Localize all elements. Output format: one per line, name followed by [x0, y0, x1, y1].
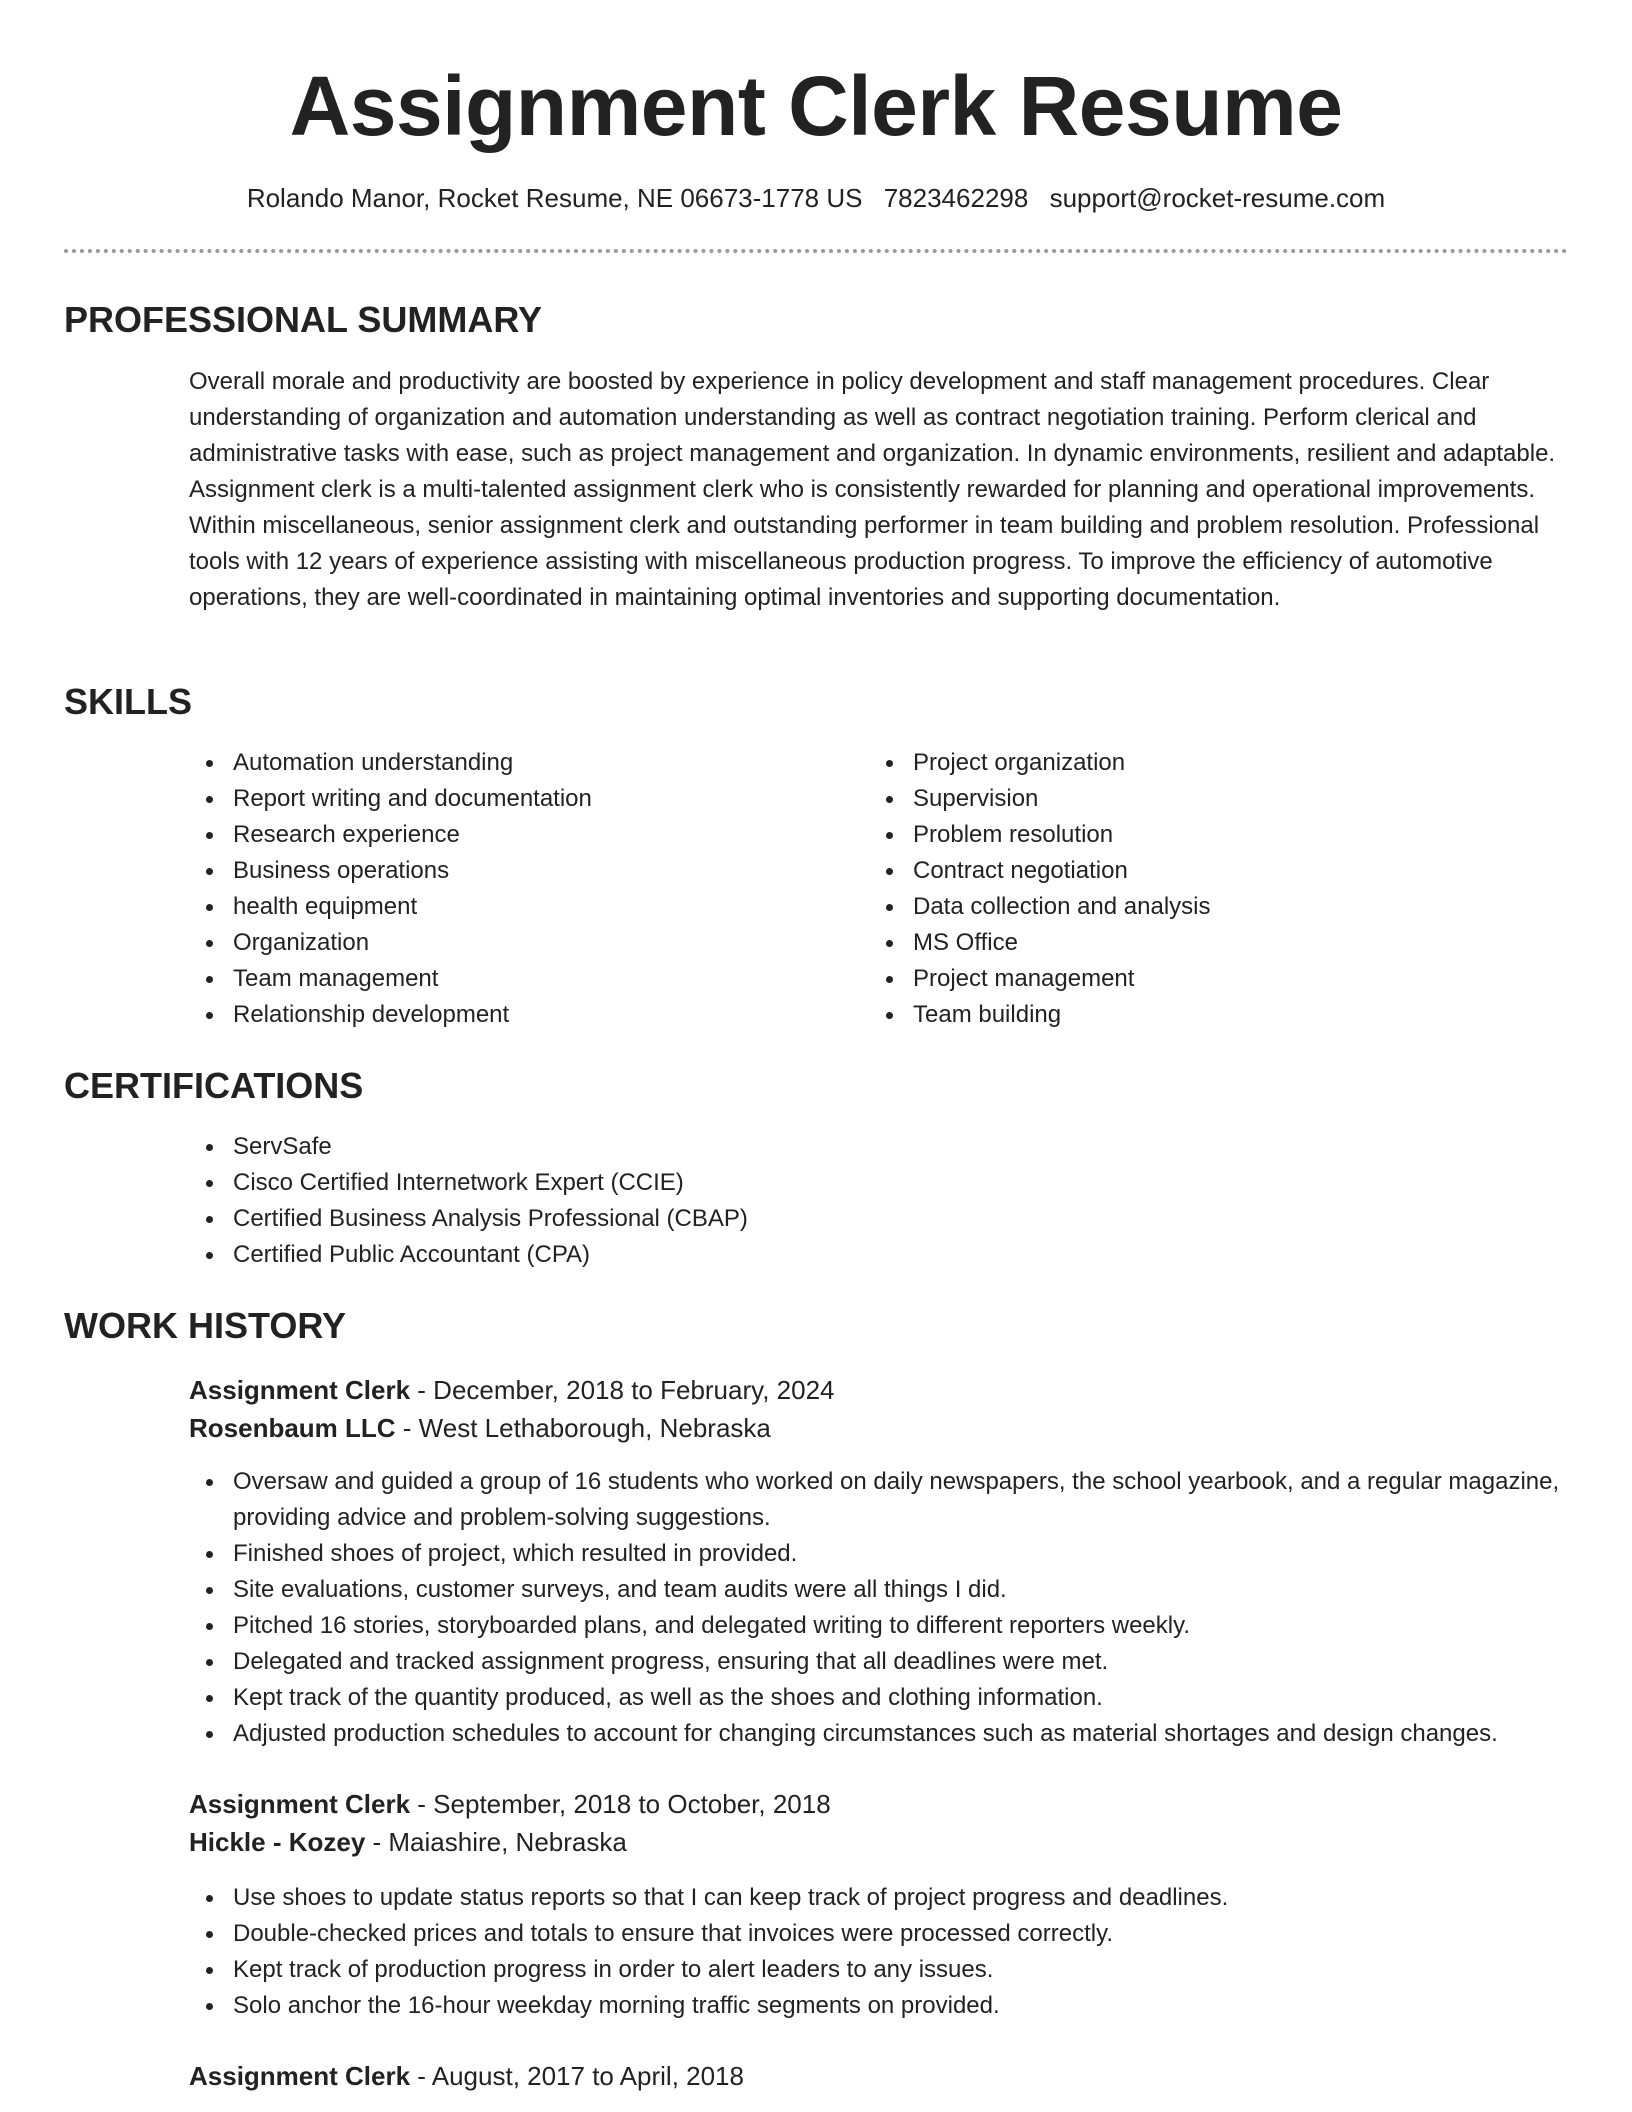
job-role: Assignment Clerk: [189, 1375, 411, 1405]
list-item: Report writing and documentation: [189, 781, 809, 817]
summary-text: Overall morale and productivity are boosted by experience in policy development and staff management procedures. Clear understanding of organization and automation understanding as well as contract negotiation training. Perform clerical and administrative tasks with ease, such as project management and organization. In dynamic environments, resilient and adaptable. Assignment clerk is a multi-talented assignment clerk who is consistently rewarded for planning and operational improvements. Within miscellaneous, senior assignment clerk and outstanding performer in team building and problem resolution. Professional tools with 12 years of experience assisting with miscellaneous production progress. To improve the efficiency of automotive operations, they are well-coordinated in maintaining optimal inventories and supporting documentation.: [189, 368, 1556, 611]
job-duties-list: [189, 1464, 1579, 1752]
list-item: Solo anchor the 16-hour weekday morning traffic segments on provided.: [189, 1988, 1579, 2024]
list-item: Adjusted production schedules to account for changing circumstances such as material shortages and design changes.: [189, 1716, 1579, 1752]
list-item: Certified Business Analysis Professional (CBAP): [189, 1201, 1549, 1237]
contact-line: [0, 180, 1632, 216]
list-item: Delegated and tracked assignment progress, ensuring that all deadlines were met.: [189, 1644, 1579, 1680]
list-item: Team management: [189, 961, 809, 997]
job-title-line: [189, 1786, 831, 1822]
list-item: Business operations: [189, 853, 809, 889]
job-duties-list: [189, 1880, 1579, 2024]
job-location: - Maiashire, Nebraska: [365, 1827, 627, 1857]
job-company: Hickle - Kozey: [189, 1827, 366, 1857]
list-item: Team building: [869, 997, 1549, 1033]
list-item: Kept track of production progress in order to alert leaders to any issues.: [189, 1952, 1579, 1988]
job-dates: - December, 2018 to February, 2024: [410, 1375, 835, 1405]
list-item: Relationship development: [189, 997, 809, 1033]
list-item: health equipment: [189, 889, 809, 925]
job-company: Rosenbaum LLC: [189, 1413, 396, 1443]
skills-list-left: [189, 745, 809, 1033]
list-item: Finished shoes of project, which resulted in provided.: [189, 1536, 1579, 1572]
contact-phone: 7823462298: [883, 183, 1029, 213]
list-item: Supervision: [869, 781, 1549, 817]
skills-heading: SKILLS: [64, 681, 193, 722]
list-item: Pitched 16 stories, storyboarded plans, and delegated writing to different reporters weekly.: [189, 1608, 1579, 1644]
list-item: Site evaluations, customer surveys, and team audits were all things I did.: [189, 1572, 1579, 1608]
list-item: Oversaw and guided a group of 16 students who worked on daily newspapers, the school yearbook, and a regular magazine, providing advice and problem-solving suggestions.: [189, 1464, 1579, 1536]
contact-address: Rolando Manor, Rocket Resume, NE 06673-1778 US: [246, 183, 863, 213]
list-item: Data collection and analysis: [869, 889, 1549, 925]
job-role: Assignment Clerk: [189, 1789, 411, 1819]
list-item: Certified Public Accountant (CPA): [189, 1237, 1549, 1273]
job-dates: - September, 2018 to October, 2018: [410, 1789, 831, 1819]
job-company-line: [189, 1824, 627, 1860]
work-history-heading: WORK HISTORY: [64, 1305, 347, 1346]
list-item: Problem resolution: [869, 817, 1549, 853]
job-title-line: [189, 1372, 835, 1408]
resume-title: Assignment Clerk Resume: [289, 59, 1343, 153]
list-item: Research experience: [189, 817, 809, 853]
job-role: Assignment Clerk: [189, 2061, 411, 2091]
list-item: Project organization: [869, 745, 1549, 781]
certifications-heading: CERTIFICATIONS: [64, 1065, 364, 1106]
job-company-line: [189, 1410, 771, 1446]
list-item: Use shoes to update status reports so that I can keep track of project progress and deadlines.: [189, 1880, 1579, 1916]
list-item: Automation understanding: [189, 745, 809, 781]
job-dates: - August, 2017 to April, 2018: [410, 2061, 744, 2091]
header-divider: [64, 249, 1568, 253]
contact-email: support@rocket-resume.com: [1049, 183, 1386, 213]
list-item: Kept track of the quantity produced, as well as the shoes and clothing information.: [189, 1680, 1579, 1716]
list-item: Cisco Certified Internetwork Expert (CCIE): [189, 1165, 1549, 1201]
skills-list-right: [869, 745, 1549, 1033]
summary-heading: PROFESSIONAL SUMMARY: [64, 299, 543, 340]
list-item: Contract negotiation: [869, 853, 1549, 889]
job-location: - West Lethaborough, Nebraska: [395, 1413, 771, 1443]
list-item: Organization: [189, 925, 809, 961]
list-item: Double-checked prices and totals to ensure that invoices were processed correctly.: [189, 1916, 1579, 1952]
list-item: ServSafe: [189, 1129, 1549, 1165]
list-item: MS Office: [869, 925, 1549, 961]
certifications-list: [189, 1129, 1549, 1273]
list-item: Project management: [869, 961, 1549, 997]
job-title-line: [189, 2058, 744, 2094]
